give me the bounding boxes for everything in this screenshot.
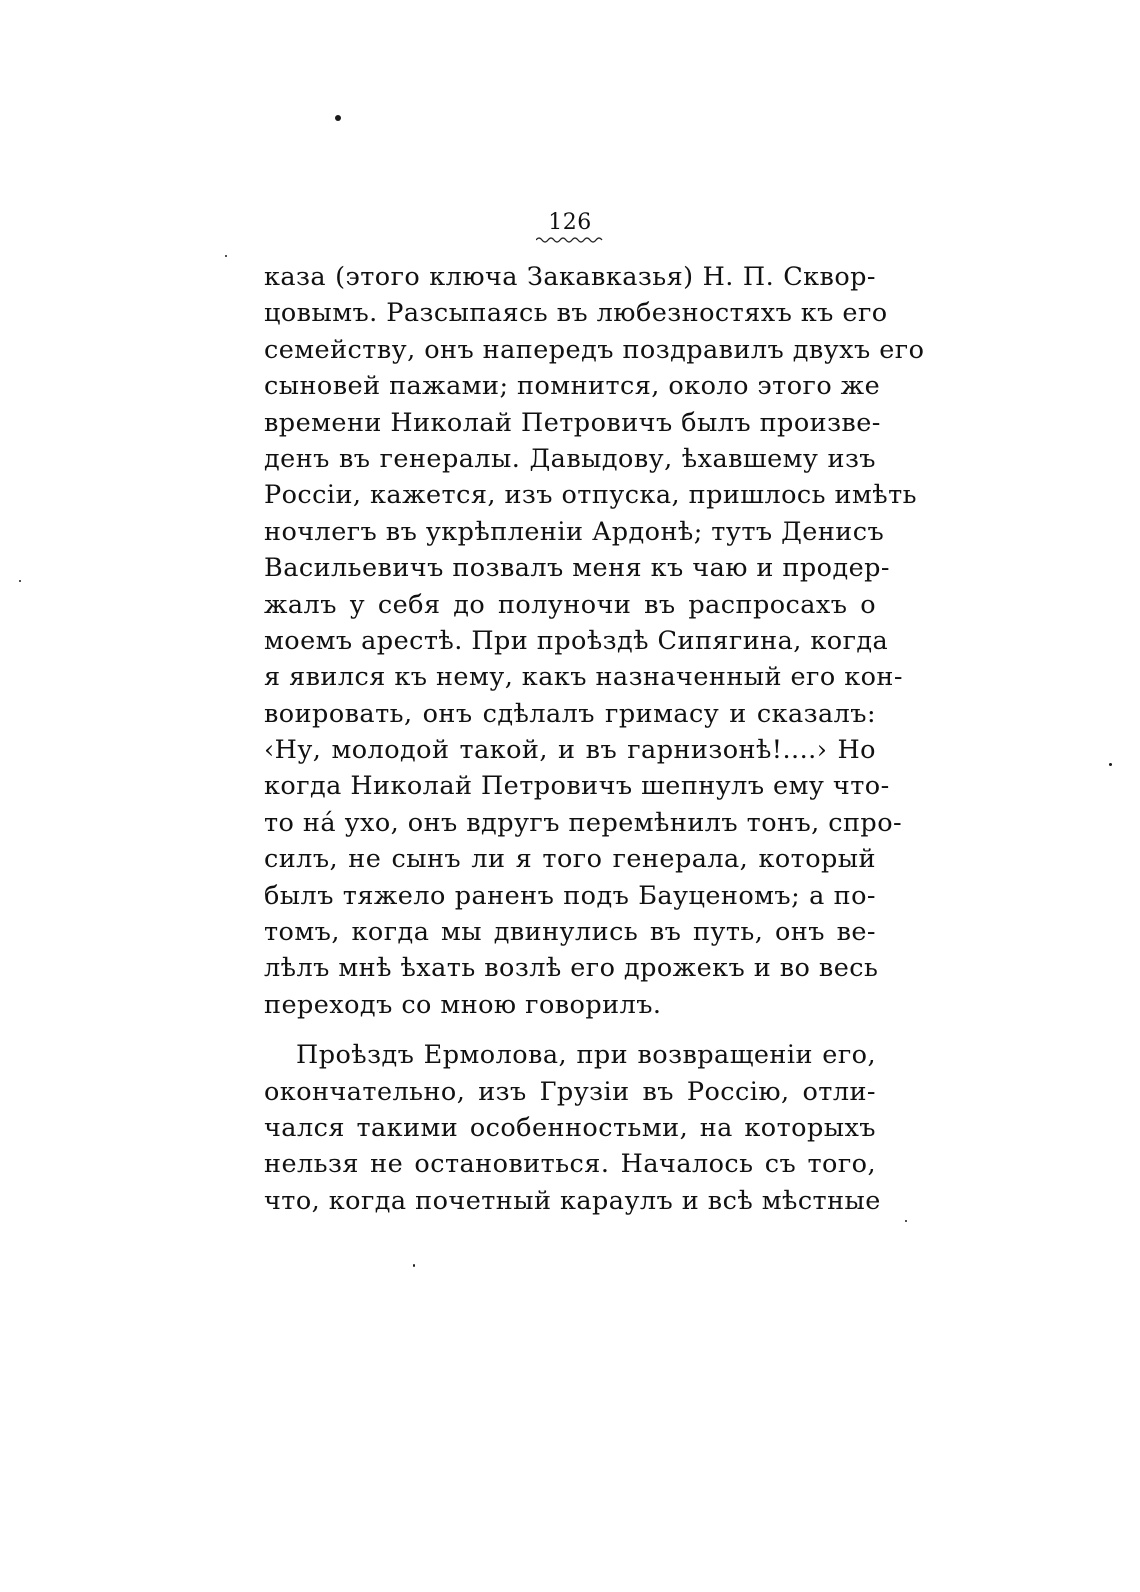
text-line: времени Николай Петровичъ былъ произве- <box>264 407 881 438</box>
text-line: чался такими особенностьми, на которыхъ <box>264 1112 876 1143</box>
text-line: то нá ухо, онъ вдругъ перемѣнилъ тонъ, спро- <box>264 807 903 838</box>
text-line: переходъ со мною говорилъ. <box>264 989 662 1020</box>
scan-speck <box>413 1264 415 1267</box>
text-line: что, когда почетный караулъ и всѣ мѣстные <box>264 1185 881 1216</box>
text-line: жалъ у себя до полуночи въ распросахъ о <box>264 589 876 620</box>
text-line: денъ въ генералы. Давыдову, ѣхавшему изъ <box>264 443 876 474</box>
wavy-rule-ornament <box>536 236 604 244</box>
text-line: каза (этого ключа Закавказья) Н. П. Сквор- <box>264 262 876 292</box>
text-line: былъ тяжело раненъ подъ Бауценомъ; а по- <box>264 880 876 911</box>
text-line: ночлегъ въ укрѣпленіи Ардонѣ; тутъ Денисъ <box>264 516 885 547</box>
text-line: моемъ арестѣ. При проѣздѣ Сипягина, когда <box>264 625 889 656</box>
paragraph <box>264 259 925 1023</box>
text-line: ‹Ну, молодой такой, и въ гарнизонѣ!....› Но <box>264 735 876 766</box>
text-line: Проѣздъ Ермолова, при возвращеніи его, <box>296 1040 876 1071</box>
text-line: окончательно, изъ Грузіи въ Россію, отли- <box>264 1076 876 1107</box>
text-line: семейству, онъ напередъ поздравилъ двухъ его <box>264 334 925 365</box>
text-line: сыновей пажами; помнится, около этого же <box>264 371 881 402</box>
text-line: Васильевичъ позвалъ меня къ чаю и продер- <box>264 553 890 584</box>
text-line: нельзя не остановиться. Началось съ того, <box>264 1149 876 1180</box>
scan-speck <box>1109 763 1112 766</box>
text-line: когда Николай Петровичъ шепнулъ ему что- <box>264 771 890 802</box>
page-number: 126 <box>548 210 592 235</box>
text-line: воировать, онъ сдѣлалъ гримасу и сказалъ: <box>264 698 876 729</box>
text-line: лѣлъ мнѣ ѣхать возлѣ его дрожекъ и во весь <box>264 953 879 984</box>
scan-speck <box>905 1220 907 1222</box>
text-line: цовымъ. Разсыпаясь въ любезностяхъ къ его <box>264 298 888 329</box>
text-line: томъ, когда мы двинулись въ путь, онъ ве- <box>264 917 876 948</box>
paragraph <box>264 1037 881 1219</box>
scan-speck <box>335 115 341 121</box>
text-line: силъ, не сынъ ли я того генерала, который <box>264 844 876 875</box>
scan-speck <box>225 255 227 257</box>
scan-speck <box>19 580 21 582</box>
text-line: Россіи, кажется, изъ отпуска, пришлось имѣть <box>264 480 917 511</box>
body-text <box>264 259 925 1219</box>
text-line: я явился къ нему, какъ назначенный его кон- <box>264 662 903 693</box>
